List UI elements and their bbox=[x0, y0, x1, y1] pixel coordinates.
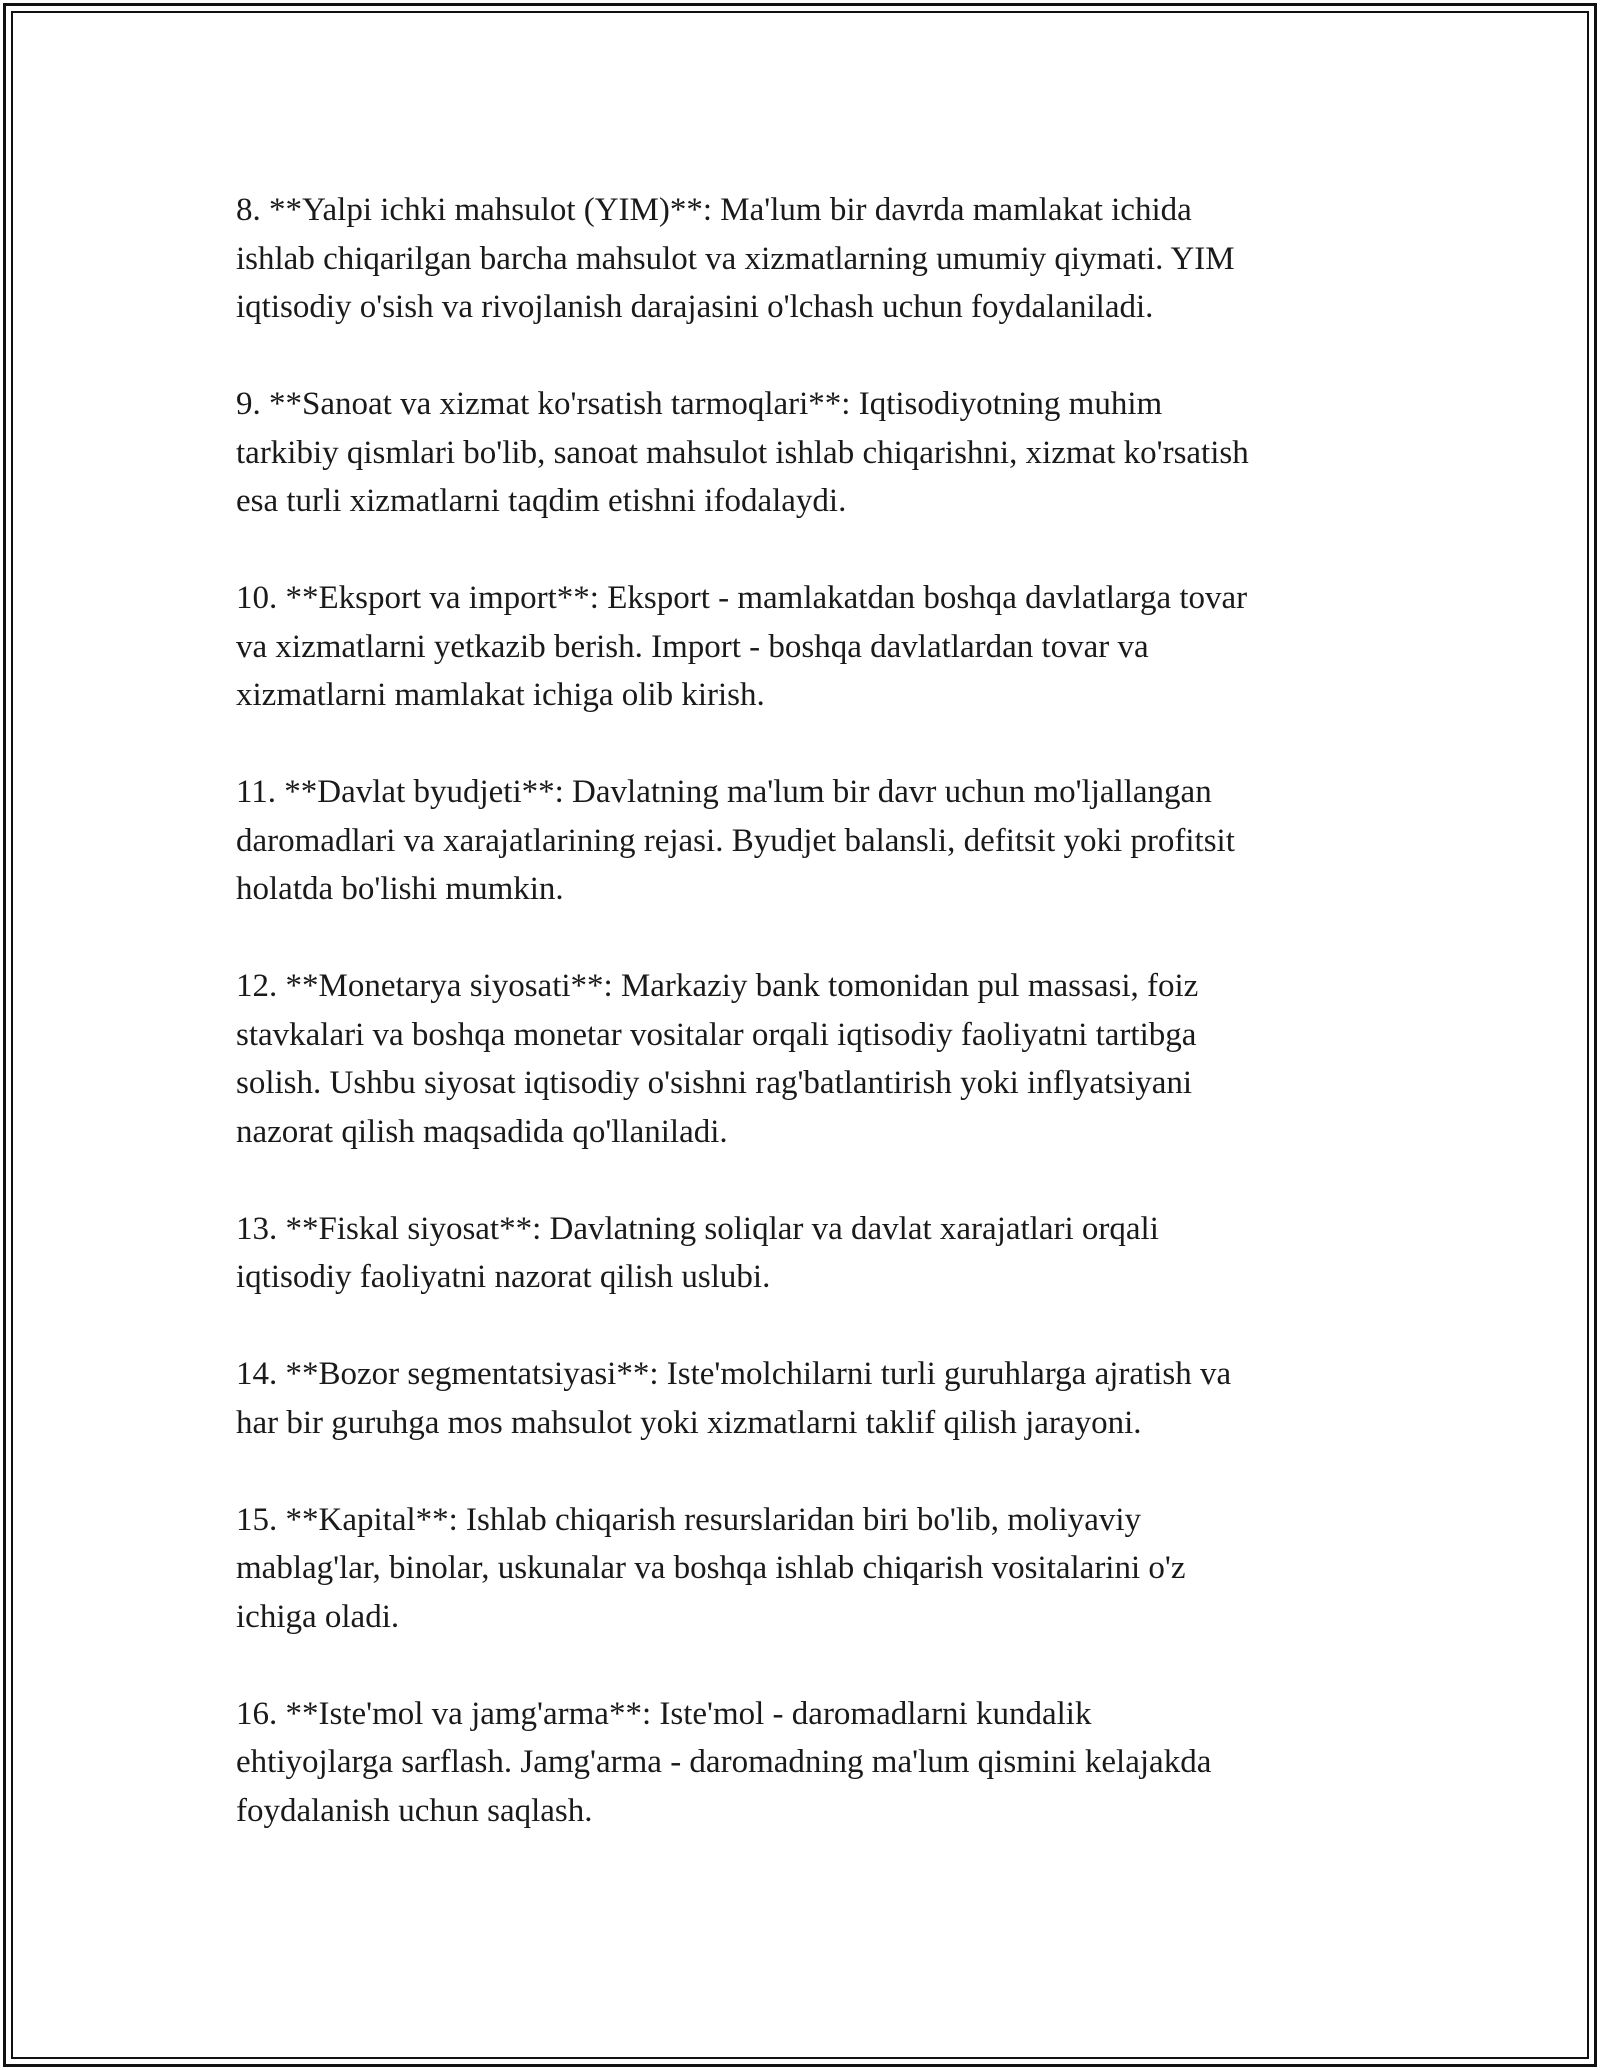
text-line: va xizmatlarni yetkazib berish. Import - boshqa davlatlardan tovar va bbox=[236, 628, 1149, 665]
text-line: 8. **Yalpi ichki mahsulot (YIM)**: Ma'lum bir davrda mamlakat ichida bbox=[236, 192, 1192, 228]
text-line: har bir guruhga mos mahsulot yoki xizmatlarni taklif qilish jarayoni. bbox=[236, 1404, 1142, 1441]
text-line: stavkalari va boshqa monetar vositalar orqali iqtisodiy faoliyatni tartibga bbox=[236, 1016, 1197, 1053]
text-line: iqtisodiy o'sish va rivojlanish darajasini o'lchash uchun foydalaniladi. bbox=[236, 289, 1154, 325]
text-line: tarkibiy qismlari bo'lib, sanoat mahsulot ishlab chiqarishni, xizmat ko'rsatish bbox=[236, 434, 1249, 471]
paragraph-item-10 bbox=[236, 574, 1386, 720]
paragraph-item-9 bbox=[236, 380, 1386, 526]
text-line: esa turli xizmatlarni taqdim etishni ifodalaydi. bbox=[236, 483, 847, 519]
paragraph-item-14 bbox=[236, 1350, 1386, 1447]
text-line: mablag'lar, binolar, uskunalar va boshqa ishlab chiqarish vositalarini o'z bbox=[236, 1550, 1186, 1586]
text-line: 9. **Sanoat va xizmat ko'rsatish tarmoqlari**: Iqtisodiyotning muhim bbox=[236, 386, 1163, 422]
paragraph-item-16 bbox=[236, 1690, 1386, 1836]
text-line: 14. **Bozor segmentatsiyasi**: Iste'molchilarni turli guruhlarga ajratish va bbox=[236, 1356, 1232, 1392]
text-line: 13. **Fiskal siyosat**: Davlatning soliqlar va davlat xarajatlari orqali bbox=[236, 1210, 1159, 1247]
paragraph-item-15 bbox=[236, 1496, 1386, 1642]
text-line: ichiga oladi. bbox=[236, 1598, 400, 1635]
paragraph-item-11 bbox=[236, 768, 1386, 914]
text-line: iqtisodiy faoliyatni nazorat qilish uslubi. bbox=[236, 1259, 771, 1295]
paragraph-item-13 bbox=[236, 1205, 1386, 1302]
paragraph-item-8 bbox=[236, 186, 1386, 332]
text-line: solish. Ushbu siyosat iqtisodiy o'sishni rag'batlantirish yoki inflyatsiyani bbox=[236, 1065, 1193, 1101]
text-line: xizmatlarni mamlakat ichiga olib kirish. bbox=[236, 677, 765, 713]
text-line: daromadlari va xarajatlarining rejasi. Byudjet balansli, defitsit yoki profitsit bbox=[236, 822, 1235, 859]
text-line: 11. **Davlat byudjeti**: Davlatning ma'lum bir davr uchun mo'ljallangan bbox=[236, 774, 1212, 810]
text-line: ehtiyojlarga sarflash. Jamg'arma - daromadning ma'lum qismini kelajakda bbox=[236, 1744, 1212, 1780]
text-line: 16. **Iste'mol va jamg'arma**: Iste'mol - daromadlarni kundalik bbox=[236, 1695, 1092, 1732]
paragraph-item-12 bbox=[236, 962, 1386, 1156]
document-body bbox=[236, 186, 1386, 1884]
text-line: 12. **Monetarya siyosati**: Markaziy bank tomonidan pul massasi, foiz bbox=[236, 968, 1199, 1004]
text-line: 10. **Eksport va import**: Eksport - mamlakatdan boshqa davlatlarga tovar bbox=[236, 580, 1248, 616]
text-line: nazorat qilish maqsadida qo'llaniladi. bbox=[236, 1113, 728, 1150]
text-line: holatda bo'lishi mumkin. bbox=[236, 871, 564, 907]
text-line: foydalanish uchun saqlash. bbox=[236, 1792, 593, 1829]
text-line: 15. **Kapital**: Ishlab chiqarish resurslaridan biri bo'lib, moliyaviy bbox=[236, 1501, 1142, 1538]
text-line: ishlab chiqarilgan barcha mahsulot va xizmatlarning umumiy qiymati. YIM bbox=[236, 240, 1235, 277]
